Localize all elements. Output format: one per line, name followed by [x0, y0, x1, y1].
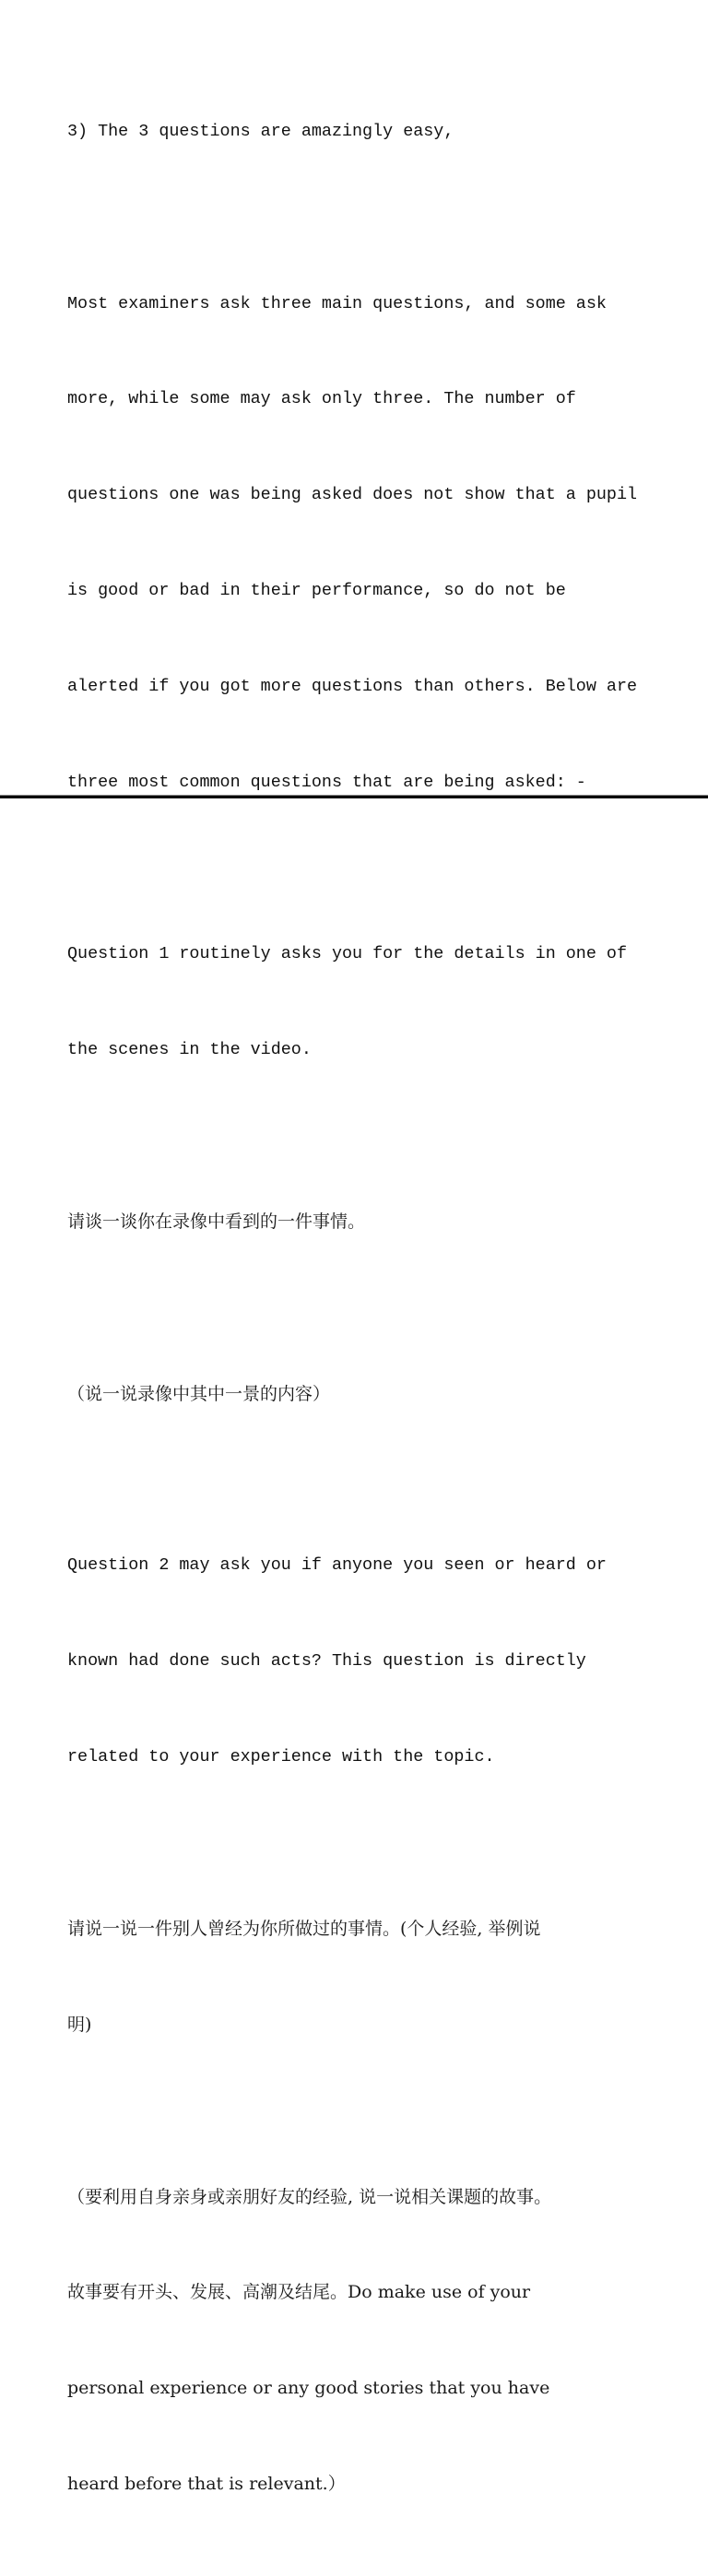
text-line: questions one was being asked does not show that a pupil	[67, 485, 638, 505]
question-1-chinese	[67, 1142, 676, 1302]
text-line: is good or bad in their performance, so do not be	[67, 581, 566, 600]
text-line: 明)	[67, 2015, 92, 2036]
text-line: （说一说录像中其中一景的内容）	[67, 1383, 331, 1404]
text-line: Question 1 routinely asks you for the details in one of	[67, 944, 627, 964]
text-line: three most common questions that are being asked: -	[67, 772, 586, 792]
question-1-paragraph	[67, 875, 676, 1130]
text-line: Most examiners ask three main questions, and some ask	[67, 293, 607, 313]
text-line: alerted if you got more questions than others. Below are	[67, 676, 638, 696]
text-line: 故事要有开头、发展、高潮及结尾。Do make use of your	[67, 2282, 531, 2303]
text-line: more, while some may ask only three. The number of	[67, 389, 576, 409]
text-line: （要利用自身亲身或亲朋好友的经验, 说一说相关课题的故事。	[67, 2186, 552, 2207]
text-line: 请谈一谈你在录像中看到的一件事情。	[67, 1211, 366, 1233]
intro-paragraph	[67, 224, 676, 862]
text-line: 3) The 3 questions are amazingly easy,	[67, 122, 454, 142]
question-2-chinese	[67, 1849, 676, 2105]
document-page	[67, 53, 676, 2576]
text-line: personal experience or any good stories that you have	[67, 2378, 550, 2399]
question-2-paragraph	[67, 1486, 676, 1837]
text-line: 请说一说一件别人曾经为你所做过的事情。(个人经验, 举例说	[67, 1919, 541, 1940]
text-line: Question 2 may ask you if anyone you seen or heard or	[67, 1555, 607, 1576]
section-heading	[67, 53, 676, 212]
text-line: the scenes in the video.	[67, 1039, 312, 1059]
question-1-chinese-note	[67, 1315, 676, 1474]
text-line: known had done such acts? This question is directly	[67, 1651, 586, 1671]
page-bottom-border	[0, 795, 708, 798]
question-2-chinese-note	[67, 2117, 676, 2563]
text-line: related to your experience with the topic.	[67, 1746, 495, 1767]
text-line: heard before that is relevant.）	[67, 2473, 346, 2494]
